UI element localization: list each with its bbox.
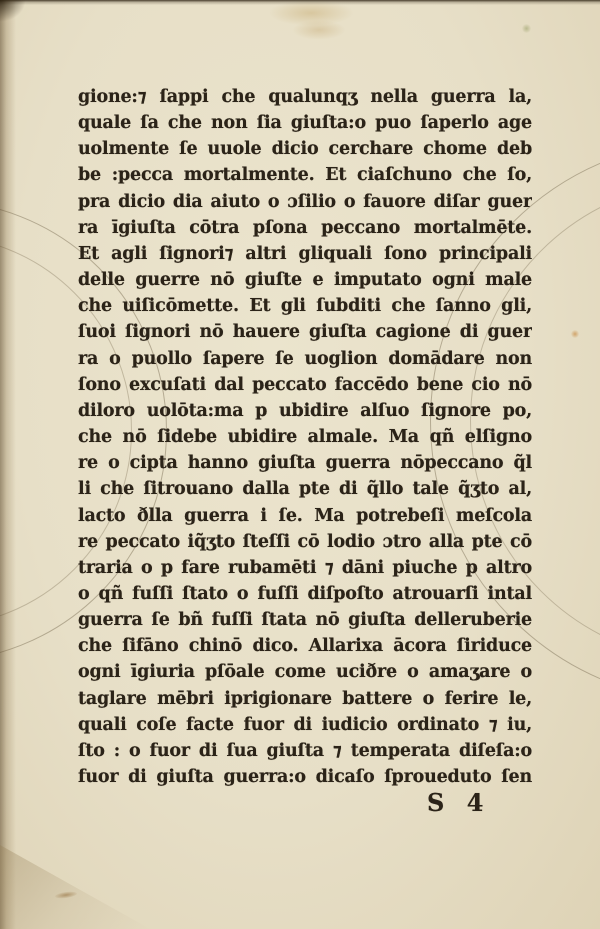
page-text-block xyxy=(78,84,532,790)
text-line: quale ſa che non ſia giuſta:o puo ſaperlo age xyxy=(78,113,532,134)
foxing-stain xyxy=(55,890,78,899)
page-left-edge xyxy=(0,0,16,929)
text-line: o qñ fuſſi ſtato o fuſſi diſpoſto atrouarſi intal xyxy=(78,583,532,604)
text-line: che nō ſidebe ubidire almale. Ma qñ elſigno xyxy=(78,427,532,448)
text-line: re o cipta hanno giuſta guerra nōpeccano q̃l xyxy=(78,453,532,474)
text-line: che uiſicōmette. Et gli ſubditi che ſanno gli, xyxy=(78,296,532,317)
text-line: pra dicio dia aiuto o ɔſilio o fauore diſar guer xyxy=(78,191,532,212)
page-corner-shadow xyxy=(0,0,26,22)
text-line: ogni īgiuria pſōale come uciðre o amaʒare o xyxy=(78,662,532,683)
foxing-stain xyxy=(268,0,354,26)
text-line: traria o p fare rubamēti ⁊ dāni piuche p altro xyxy=(78,557,532,578)
text-line: ra īgiuſta cōtra pſona peccano mortalmēte. xyxy=(78,217,532,238)
text-line: delle guerre nō giuſte e imputato ogni male xyxy=(78,270,532,291)
text-line: lacto ðlla guerra i ſe. Ma potrebeſi meſcola xyxy=(78,505,532,526)
text-line: quali coſe facte fuor di iudicio ordinato ⁊ iu, xyxy=(78,714,532,735)
foxing-stain xyxy=(571,330,579,338)
text-line: gione:⁊ ſappi che qualunqʒ nella guerra la, xyxy=(78,87,532,107)
text-line: ſuoi ſignori nō hauere giuſta cagione di guer xyxy=(78,322,532,343)
text-line: fuor di giuſta guerra:o dicaſo ſproueduto ſen xyxy=(78,767,532,788)
text-line: taglare mēbri iprigionare battere o ferire le, xyxy=(78,688,532,709)
text-line: re peccato iq̃ʒto ſteſſi cō lodio ɔtro alla pte cō xyxy=(78,531,532,552)
text-line: be :pecca mortalmente. Et ciaſchuno che ſo, xyxy=(78,165,532,186)
page-fold xyxy=(0,845,150,929)
text-line: ra o puollo ſapere ſe uoglion domādare non xyxy=(78,348,532,369)
foxing-stain xyxy=(522,24,531,33)
text-line: diloro uolōta:ma p ubidire alſuo ſignore po, xyxy=(78,400,532,421)
text-line: uolmente ſe uuole dicio cerchare chome deb xyxy=(78,139,532,160)
text-line: guerra ſe bñ fuſſi ſtata nō giuſta delleruberie xyxy=(78,610,532,631)
quire-signature: S 4 xyxy=(427,788,491,817)
page-top-edge xyxy=(0,0,600,5)
foxing-stain xyxy=(292,20,346,40)
text-line: che ſifāno chinō dico. Allarixa ācora ſiriduce xyxy=(78,636,532,657)
text-line: ſono excuſati dal peccato faccēdo bene cio nō xyxy=(78,374,532,395)
text-line: ſto : o fuor di ſua giuſta ⁊ temperata diſeſa:o xyxy=(78,740,532,761)
text-line: Et agli ſignori⁊ altri gliquali ſono principali xyxy=(78,243,532,264)
text-line: li che ſitrouano dalla pte di q̃llo tale q̃ʒto al, xyxy=(78,479,532,500)
